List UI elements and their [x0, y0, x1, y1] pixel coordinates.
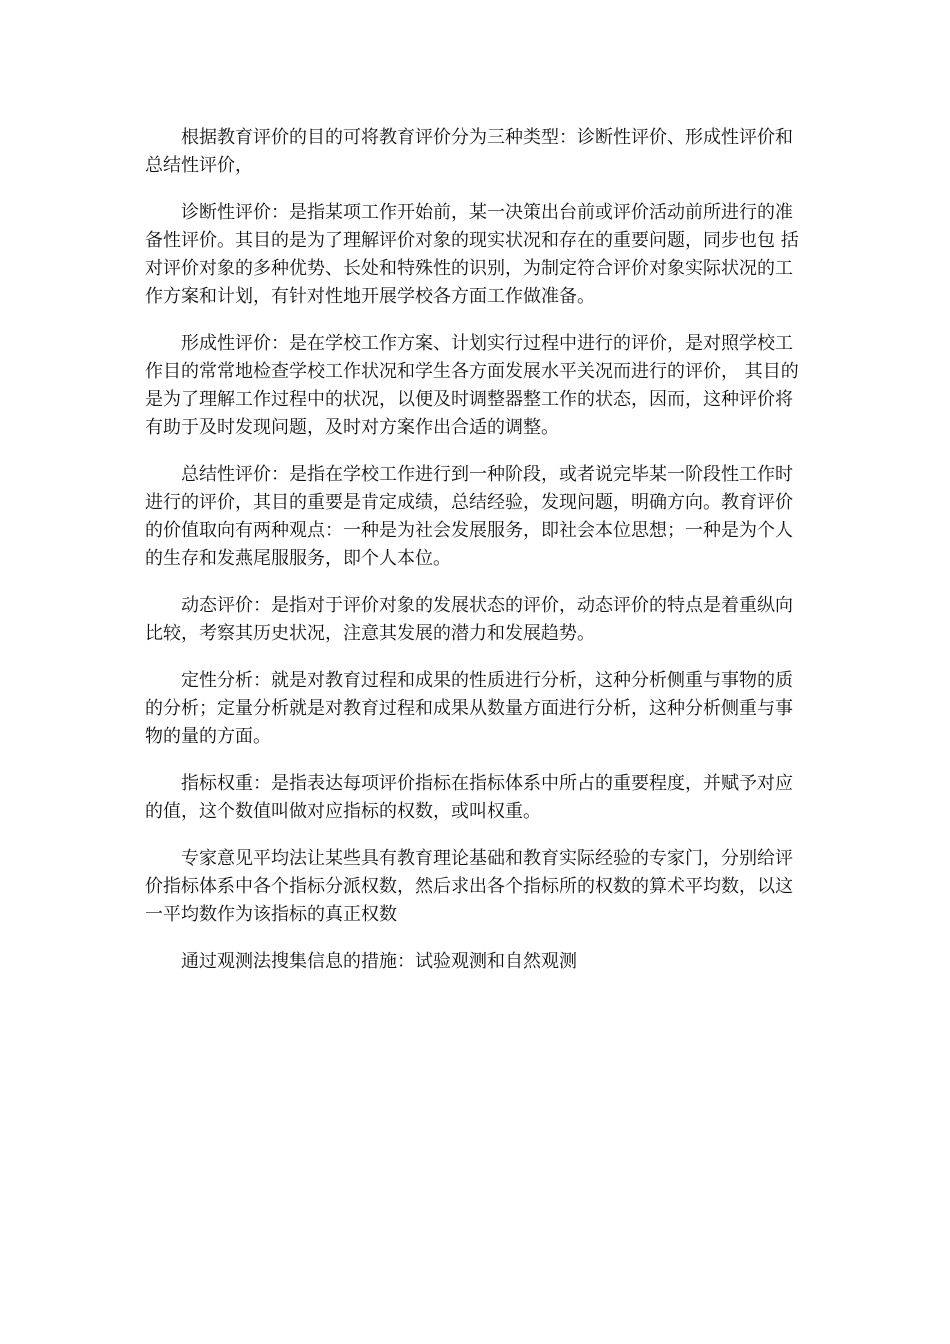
paragraph-summative-evaluation: 总结性评价：是指在学校工作进行到一种阶段，或者说完毕某一阶段性工作时进行的评价，其目的重要是肯定成绩，总结经验，发现问题，明确方向。教育评价的价值取向有两种观点：一种是为社会发展服务，即社会本位思想；一种是为个人的生存和发燕尾服服务，即个人本位。 [145, 464, 793, 569]
paragraph-expert-average-method: 专家意见平均法让某些具有教育理论基础和教育实际经验的专家门，分别给评价指标体系中各个指标分派权数，然后求出各个指标所的权数的算术平均数，以这一平均数作为该指标的真正权数 [145, 848, 793, 925]
paragraph-observation-method: 通过观测法搜集信息的措施：试验观测和自然观测 [181, 951, 577, 972]
document-body [145, 124, 805, 976]
paragraph-evaluation-types: 根据教育评价的目的可将教育评价分为三种类型：诊断性评价、形成性评价和总结性评价， [145, 127, 793, 176]
paragraph-diagnostic-evaluation: 诊断性评价：是指某项工作开始前，某一决策出台前或评价活动前所进行的准备性评价。其目的是为了理解评价对象的现实状况和存在的重要问题，同步也包 括对评价对象的多种优势、长处和特殊性的识别，为制定符合评价对象实际状况的工作方案和计划，有针对性地开展学校各方面工作做准备。 [145, 202, 799, 307]
paragraph-qualitative-analysis: 定性分析：就是对教育过程和成果的性质进行分析，这种分析侧重与事物的质的分析；定量分析就是对教育过程和成果从数量方面进行分析，这种分析侧重与事物的量的方面。 [145, 670, 793, 747]
paragraph-dynamic-evaluation: 动态评价：是指对于评价对象的发展状态的评价，动态评价的特点是着重纵向比较，考察其历史状况，注意其发展的潜力和发展趋势。 [145, 595, 793, 644]
paragraph-indicator-weight: 指标权重：是指表达每项评价指标在指标体系中所占的重要程度，并赋予对应的值，这个数值叫做对应指标的权数，或叫权重。 [145, 773, 793, 822]
paragraph-formative-evaluation: 形成性评价：是在学校工作方案、计划实行过程中进行的评价，是对照学校工作目的常常地检查学校工作状况和学生各方面发展水平关况而进行的评价， 其目的是为了理解工作过程中的状况，以便及时调整器整工作的状态，因而，这种评价将有助于及时发现问题，及时对方案作出合适的调整。 [145, 333, 799, 438]
